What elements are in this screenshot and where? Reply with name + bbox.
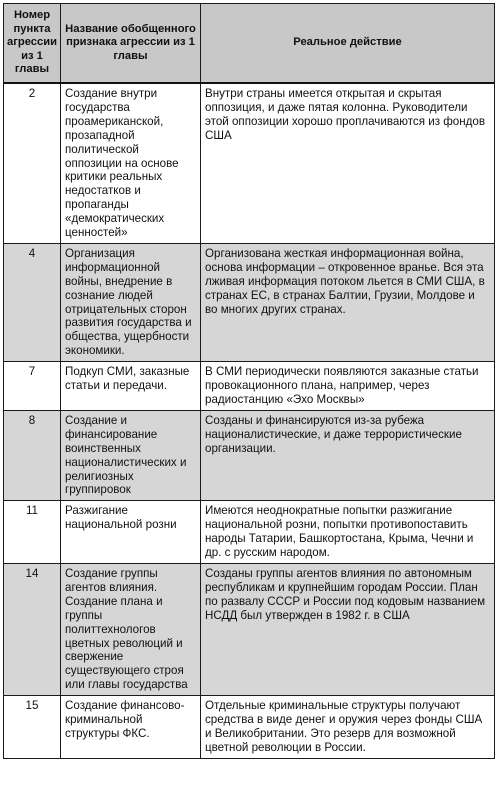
table-row <box>4 410 495 500</box>
row-number: 15 <box>4 696 61 759</box>
row-feature-name: Организация информационной войны, внедрение в сознание людей отрицательных сторон развития государства и общества, ущербности экономики. <box>61 243 201 361</box>
row-real-action: Созданы и финансируются из-за рубежа националистические, и даже террористические организации. <box>201 410 495 500</box>
table-row <box>4 362 495 411</box>
header-real-action: Реальное действие <box>201 4 495 83</box>
row-number: 14 <box>4 563 61 695</box>
row-real-action: Имеются неоднократные попытки разжигание национальной розни, попытки противопоставить народы Татарии, Башкортостана, Крыма, Чечни и др. с русским народом. <box>201 501 495 564</box>
table-row <box>4 83 495 243</box>
row-real-action: Организована жесткая информационная война, основа информации – откровенное вранье. Вся эта лживая информация потоком льется в СМИ США, в странах ЕС, в странах Балтии, Грузии, Молдове и во многих других странах. <box>201 243 495 361</box>
table-row <box>4 563 495 695</box>
header-item-number: Номер пункта агрессии из 1 главы <box>4 4 61 83</box>
row-feature-name: Разжигание национальной розни <box>61 501 201 564</box>
row-feature-name: Создание и финансирование воинственных националистических и религиозных группировок <box>61 410 201 500</box>
aggression-table <box>3 3 495 759</box>
row-number: 11 <box>4 501 61 564</box>
row-feature-name: Подкуп СМИ, заказные статьи и передачи. <box>61 362 201 411</box>
row-real-action: Отдельные криминальные структуры получают средства в виде денег и оружия через фонды США и Великобритании. Это резерв для возможной цветной революции в России. <box>201 696 495 759</box>
header-feature-name: Название обобщенного признака агрессии из 1 главы <box>61 4 201 83</box>
row-feature-name: Создание финансово-криминальной структуры ФКС. <box>61 696 201 759</box>
table-row <box>4 243 495 361</box>
row-real-action: Созданы группы агентов влияния по автономным республикам и крупнейшим городам России. План по развалу СССР и России под кодовым названием НСДД был утвержден в 1982 г. в США <box>201 563 495 695</box>
row-feature-name: Создание группы агентов влияния. Создание плана и группы политтехнологов цветных революций и свержение существующего строя или главы государства <box>61 563 201 695</box>
row-real-action: В СМИ периодически появляются заказные статьи провокационного плана, например, через радиостанцию «Эхо Москвы» <box>201 362 495 411</box>
table-header-row <box>4 4 495 83</box>
table-row <box>4 501 495 564</box>
row-number: 8 <box>4 410 61 500</box>
row-number: 4 <box>4 243 61 361</box>
table-row <box>4 696 495 759</box>
row-number: 2 <box>4 83 61 243</box>
row-number: 7 <box>4 362 61 411</box>
row-feature-name: Создание внутри государства проамериканской, прозападной политической оппозиции на основе критики реальных недостатков и пропаганды «демократических ценностей» <box>61 83 201 243</box>
row-real-action: Внутри страны имеется открытая и скрытая оппозиция, и даже пятая колонна. Руководители этой оппозиции хорошо проплачиваются из фондов США <box>201 83 495 243</box>
